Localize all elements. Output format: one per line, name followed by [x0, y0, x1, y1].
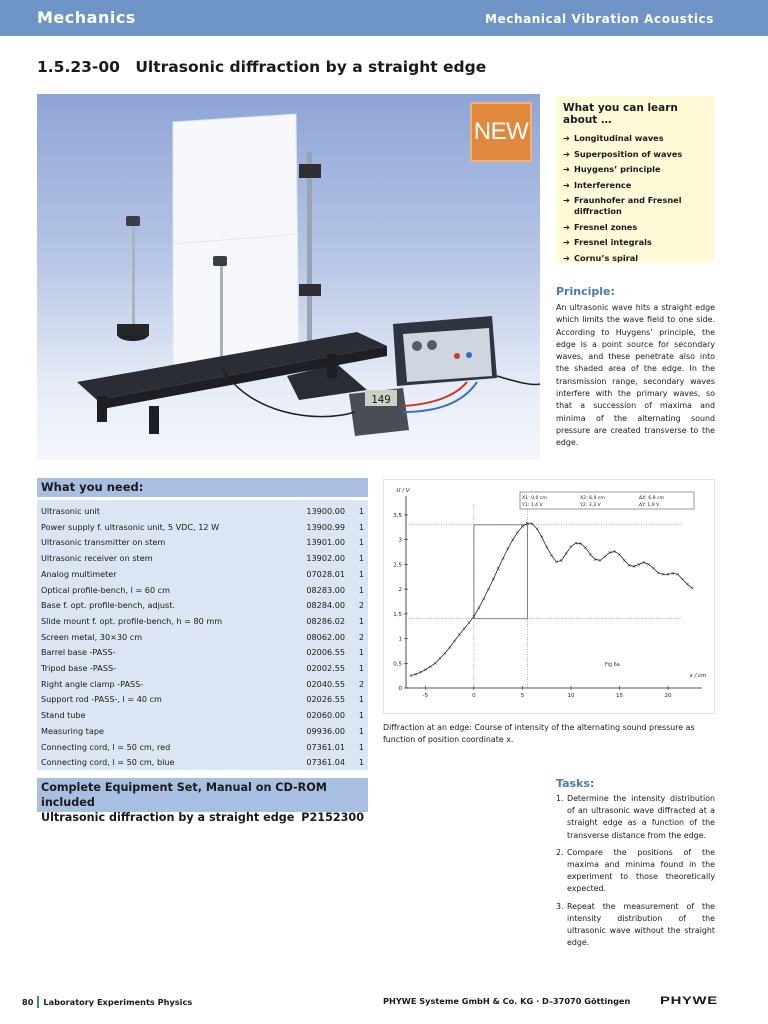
readout-dx: ΔX: 6,9 cm [639, 496, 665, 501]
equipment-code: 08283.00 [306, 584, 345, 595]
learn-item [563, 133, 708, 144]
equipment-code: 07361.04 [306, 757, 345, 768]
learn-item-label: Fresnel integrals [574, 237, 652, 247]
equipment-name: Ultrasonic unit [41, 506, 100, 516]
arrow-right-icon: ➔ [563, 195, 570, 205]
y-tick-label: 1 [398, 636, 402, 643]
arrow-right-icon: ➔ [563, 133, 570, 143]
equipment-row [37, 597, 368, 613]
principle-text: An ultrasonic wave hits a straight edge which limits the wave field to one side. According to Huygens’ principle, the edge is a point source for secondary waves, and these penetrate also into the shaded area of the edge. In the transmission range, secondary waves interfere with the primary waves, so that a succession of maxima and minima of the alternating sound pressure are created transverse to the edge. [556, 303, 715, 448]
learn-item [563, 195, 708, 217]
footer-publisher: PHYWE Systeme GmbH & Co. KG · D–37070 Göttingen [383, 996, 631, 1006]
equipment-name: Connecting cord, l = 50 cm, blue [41, 757, 175, 768]
equipment-code: 09936.00 [306, 725, 345, 736]
learn-item-label: Superposition of waves [574, 148, 683, 159]
x-tick-label: 0 [472, 693, 476, 699]
equipment-code: 13900.00 [306, 506, 345, 516]
header-bar [0, 0, 768, 36]
data-point [453, 640, 456, 643]
data-point [487, 588, 490, 591]
tasks-list [556, 793, 715, 954]
data-point [652, 567, 655, 570]
equipment-name: Optical profile-bench, l = 60 cm [41, 584, 171, 595]
equipment-code: 08062.00 [306, 631, 345, 642]
equipment-qty: 1 [358, 647, 364, 658]
equipment-qty: 1 [358, 710, 364, 721]
equipment-qty: 1 [358, 741, 364, 752]
equipment-code: 07361.01 [306, 741, 345, 752]
equipment-row [37, 739, 368, 755]
equipment-row [37, 723, 368, 739]
category-title: Mechanical Vibration Acoustics [484, 12, 714, 26]
data-point [541, 536, 544, 539]
equipment-code: 02026.55 [306, 694, 345, 705]
data-point [570, 545, 573, 548]
y-tick-label: 1,5 [393, 611, 402, 618]
learn-item-label: Fresnel zones [574, 221, 638, 232]
experiment-name: Ultrasonic diffraction by a straight edge [135, 58, 487, 76]
equipment-row [37, 503, 368, 519]
task-text: Determine the intensity distribution of an ultrasonic wave diffracted at a straight edge as a function of the transverse distance from the edge. [567, 794, 715, 840]
data-point [550, 554, 553, 557]
principle-heading: Principle: [556, 285, 615, 298]
learn-item-label: Huygens’ principle [574, 164, 661, 174]
equipment-code: 08284.00 [306, 600, 345, 611]
readout-y1: Y1: 1,4 V [522, 503, 543, 508]
readout-dy: ΔY: 1,9 V [639, 503, 660, 508]
data-point [458, 633, 461, 636]
equipment-row [37, 582, 368, 598]
arrow-right-icon: ➔ [563, 148, 570, 159]
equipment-row [37, 550, 368, 566]
learn-item [563, 237, 708, 248]
equipment-name: Barrel base -PASS- [41, 647, 116, 658]
learn-item-label: Cornu’s spiral [574, 252, 639, 263]
series-line [411, 523, 692, 675]
experiment-code: 1.5.23-00 [37, 58, 120, 76]
equipment-name: Power supply f. ultrasonic unit, 5 VDC, 12 W [41, 521, 220, 532]
data-point [623, 559, 626, 562]
complete-set-box [37, 778, 368, 824]
complete-set-code: P2152300 [301, 811, 364, 824]
intensity-chart [384, 480, 716, 715]
learn-item [563, 180, 708, 191]
equipment-code: 02060.00 [306, 710, 345, 721]
equipment-code: 13900.99 [306, 521, 345, 532]
data-point [604, 555, 607, 558]
page-number: 80 [22, 997, 34, 1007]
footer-left [22, 996, 192, 1008]
equipment-row [37, 566, 368, 582]
data-point [497, 567, 500, 570]
learn-item-label: Fraunhofer and Fresnel diffraction [574, 195, 682, 216]
equipment-qty: 1 [358, 568, 364, 579]
need-heading-bar [37, 478, 368, 497]
learn-item [563, 149, 708, 160]
task-number: 3. [556, 901, 564, 911]
x-tick-label: 15 [616, 693, 624, 699]
equipment-name: Connecting cord, l = 50 cm, red [41, 741, 171, 752]
task-text: Repeat the measurement of the intensity distribution of the ultrasonic wave without the straight edge. [567, 901, 715, 948]
setup-illustration [37, 94, 540, 460]
equipment-row [37, 754, 368, 770]
intensity-graph [383, 479, 715, 714]
equipment-qty: 1 [358, 757, 364, 768]
learn-item-label: Longitudinal waves [574, 133, 664, 143]
data-point [429, 665, 432, 668]
equipment-name: Tripod base -PASS- [41, 663, 117, 673]
figure-caption [383, 722, 718, 747]
new-badge-label: NEW [473, 118, 529, 145]
equipment-name: Base f. opt. profile-bench, adjust. [41, 600, 175, 611]
learn-item [563, 222, 708, 233]
meter-display: 149 [371, 393, 391, 406]
complete-set-line2-row [41, 810, 364, 825]
equipment-row [37, 613, 368, 629]
equipment-name: Screen metal, 30×30 cm [41, 631, 143, 642]
data-point [511, 538, 514, 541]
learn-heading: What you can learn about … [563, 102, 678, 126]
y-axis-label: U / V [396, 488, 410, 494]
data-point [463, 627, 466, 630]
new-badge [470, 102, 532, 162]
equipment-qty: 1 [358, 537, 364, 548]
data-point [507, 547, 510, 550]
data-point [482, 598, 485, 601]
y-tick-label: 3,5 [393, 512, 402, 519]
equipment-name: Ultrasonic transmitter on stem [41, 537, 166, 548]
data-point [681, 578, 684, 581]
data-point [584, 546, 587, 549]
x-tick-label: 10 [567, 693, 575, 699]
y-tick-label: 2,5 [393, 562, 402, 569]
equipment-row [37, 676, 368, 692]
data-point [686, 583, 689, 586]
data-point [502, 557, 505, 560]
equipment-qty: 1 [358, 553, 364, 564]
equipment-code: 02002.55 [306, 663, 345, 673]
y-tick-label: 0,5 [393, 661, 402, 668]
task-item [556, 847, 715, 896]
equipment-name: Right angle clamp -PASS- [41, 678, 144, 689]
data-point [434, 662, 437, 665]
equipment-code: 07028.01 [306, 568, 345, 579]
equipment-name: Stand tube [41, 710, 86, 721]
equipment-code: 13901.00 [306, 537, 345, 548]
need-heading: What you need: [41, 480, 144, 494]
equipment-qty: 1 [358, 615, 364, 626]
arrow-right-icon: ➔ [563, 221, 570, 232]
data-point [545, 546, 548, 549]
section-title: Mechanics [37, 8, 136, 27]
equipment-code: 02006.55 [306, 647, 345, 658]
data-point [424, 668, 427, 671]
data-point [439, 657, 442, 660]
equipment-qty: 1 [358, 725, 364, 736]
equipment-qty: 2 [358, 678, 364, 689]
x-tick-label: -5 [422, 693, 429, 699]
data-point [691, 587, 694, 590]
data-point [565, 552, 568, 555]
equipment-list [37, 500, 368, 770]
equipment-name: Slide mount f. opt. profile-bench, h = 80 mm [41, 615, 223, 626]
equipment-row [37, 534, 368, 550]
complete-set-line2: Ultrasonic diffraction by a straight edge [41, 811, 295, 824]
equipment-row [37, 691, 368, 707]
task-number: 2. [556, 847, 564, 857]
figure-label: Fig 6a [604, 661, 620, 668]
data-point [468, 621, 471, 624]
footer-divider [37, 996, 39, 1008]
equipment-name: Measuring tape [41, 725, 104, 736]
equipment-row [37, 660, 368, 676]
data-point [419, 671, 422, 674]
experiment-title [37, 58, 486, 76]
x-tick-label: 5 [520, 693, 525, 699]
footer-publication: Laboratory Experiments Physics [43, 997, 193, 1007]
equipment-row [37, 629, 368, 645]
equipment-name: Ultrasonic receiver on stem [41, 553, 153, 564]
learn-item [563, 164, 708, 175]
task-number: 1. [556, 794, 564, 803]
cursor-box [474, 525, 527, 619]
task-item [556, 901, 715, 950]
phywe-logo: PHYWE [660, 995, 718, 1007]
complete-set-line1: Complete Equipment Set, Manual on CD-ROM included [41, 781, 327, 809]
equipment-qty: 2 [358, 631, 364, 642]
equipment-code: 08286.02 [306, 615, 345, 626]
equipment-name: Support rod -PASS-, l = 40 cm [41, 694, 162, 705]
y-tick-label: 0 [398, 686, 402, 692]
learn-item [563, 253, 708, 264]
data-point [444, 652, 447, 655]
equipment-code: 02040.55 [306, 678, 345, 689]
equipment-row [37, 707, 368, 723]
equipment-qty: 1 [358, 521, 364, 532]
arrow-right-icon: ➔ [563, 237, 570, 247]
arrow-right-icon: ➔ [563, 252, 570, 263]
x-tick-label: 20 [664, 693, 672, 699]
data-point [516, 531, 519, 534]
readout-x2: X2: 6,9 cm [580, 496, 605, 501]
arrow-right-icon: ➔ [563, 164, 570, 174]
learn-item-label: Interference [574, 179, 632, 190]
equipment-qty: 1 [358, 694, 364, 705]
learn-list [563, 133, 708, 264]
y-tick-label: 2 [398, 587, 402, 594]
data-point [448, 646, 451, 649]
equipment-code: 13902.00 [306, 553, 345, 564]
equipment-qty: 1 [358, 506, 364, 516]
task-text: Compare the positions of the maxima and minima found in the experiment to those theoretically expected. [567, 847, 715, 894]
readout-x1: X1: 0,0 cm [522, 496, 547, 501]
task-item [556, 793, 715, 842]
data-point [521, 525, 524, 528]
y-tick-label: 3 [398, 537, 402, 544]
equipment-row [37, 519, 368, 535]
equipment-name: Analog multimeter [41, 568, 117, 579]
data-point [536, 527, 539, 530]
equipment-qty: 2 [358, 600, 364, 611]
x-axis-label: x / cm [689, 673, 707, 679]
data-point [618, 553, 621, 556]
readout-y2: Y2: 3,3 V [580, 503, 601, 508]
arrow-right-icon: ➔ [563, 179, 570, 190]
figure-caption-text: Diffraction at an edge: Course of intensity of the alternating sound pressure as function of position coordinate x. [383, 723, 695, 745]
data-point [477, 607, 480, 610]
equipment-qty: 1 [358, 663, 364, 673]
equipment-row [37, 644, 368, 660]
learn-box [556, 96, 715, 263]
setup-photo [37, 94, 540, 460]
data-point [589, 553, 592, 556]
equipment-qty: 1 [358, 584, 364, 595]
tasks-heading: Tasks: [556, 777, 595, 790]
